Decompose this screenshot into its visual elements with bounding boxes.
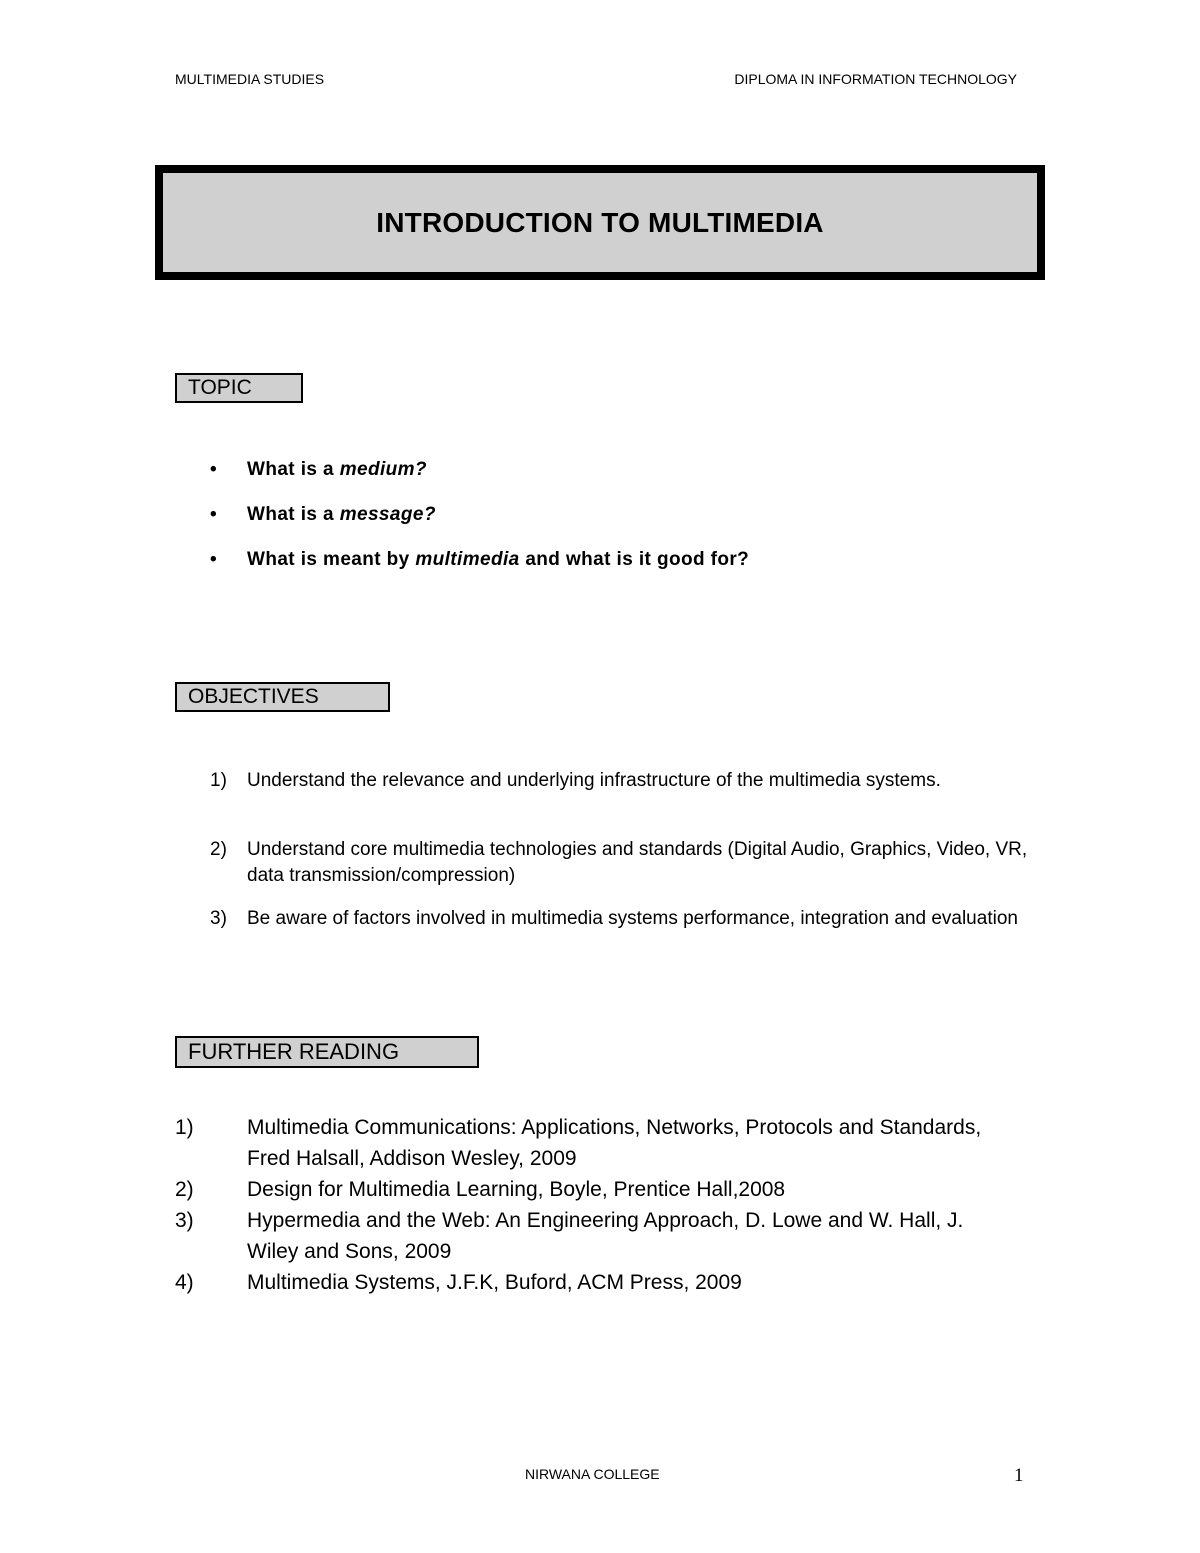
page-number: 1 <box>1014 1465 1024 1486</box>
header-right: DIPLOMA IN INFORMATION TECHNOLOGY <box>734 71 1017 87</box>
reading-number: 1) <box>175 1116 194 1139</box>
topic-item-text: What is a <box>247 504 340 525</box>
objective-text: Understand core multimedia technologies and standards (Digital Audio, Graphics, Video, VR, data transmission/compression) <box>247 839 1028 886</box>
topic-item-emphasis: message? <box>339 504 436 525</box>
reading-text: Multimedia Communications: Applications, Networks, Protocols and Standards, Fred Halsall, Addison Wesley, 2009 <box>247 1116 982 1170</box>
footer-college: NIRWANA COLLEGE <box>525 1466 660 1482</box>
topic-label: TOPIC <box>175 373 303 403</box>
reading-text: Multimedia Systems, J.F.K, Buford, ACM Press, 2009 <box>247 1271 742 1294</box>
bullet-icon: • <box>210 504 218 525</box>
reading-text: Design for Multimedia Learning, Boyle, Prentice Hall,2008 <box>247 1178 786 1201</box>
objectives-label: OBJECTIVES <box>175 682 390 712</box>
reading-number: 3) <box>175 1209 194 1232</box>
topic-item-text: What is meant by <box>247 549 416 570</box>
objective-number: 1) <box>210 770 227 791</box>
reading-number: 4) <box>175 1271 194 1294</box>
bullet-icon: • <box>210 459 218 480</box>
objective-number: 3) <box>210 908 227 929</box>
reading-number: 2) <box>175 1178 194 1201</box>
bullet-icon: • <box>210 549 218 570</box>
page-title: INTRODUCTION TO MULTIMEDIA <box>376 206 824 238</box>
further-reading-label: FURTHER READING <box>175 1036 479 1068</box>
topic-item-text-end: and what is it good for? <box>519 549 750 570</box>
topic-item-emphasis: multimedia <box>415 549 520 570</box>
objective-number: 2) <box>210 839 227 860</box>
header-left: MULTIMEDIA STUDIES <box>175 71 325 87</box>
topic-item-emphasis: medium? <box>339 459 427 480</box>
topic-item-text: What is a <box>247 459 340 480</box>
objective-text: Understand the relevance and underlying infrastructure of the multimedia systems. <box>247 770 941 791</box>
title-box <box>155 165 1045 280</box>
objective-text: Be aware of factors involved in multimedia systems performance, integration and evaluation <box>247 908 1018 929</box>
reading-text: Hypermedia and the Web: An Engineering Approach, D. Lowe and W. Hall, J. Wiley and Sons, 2009 <box>247 1209 964 1263</box>
